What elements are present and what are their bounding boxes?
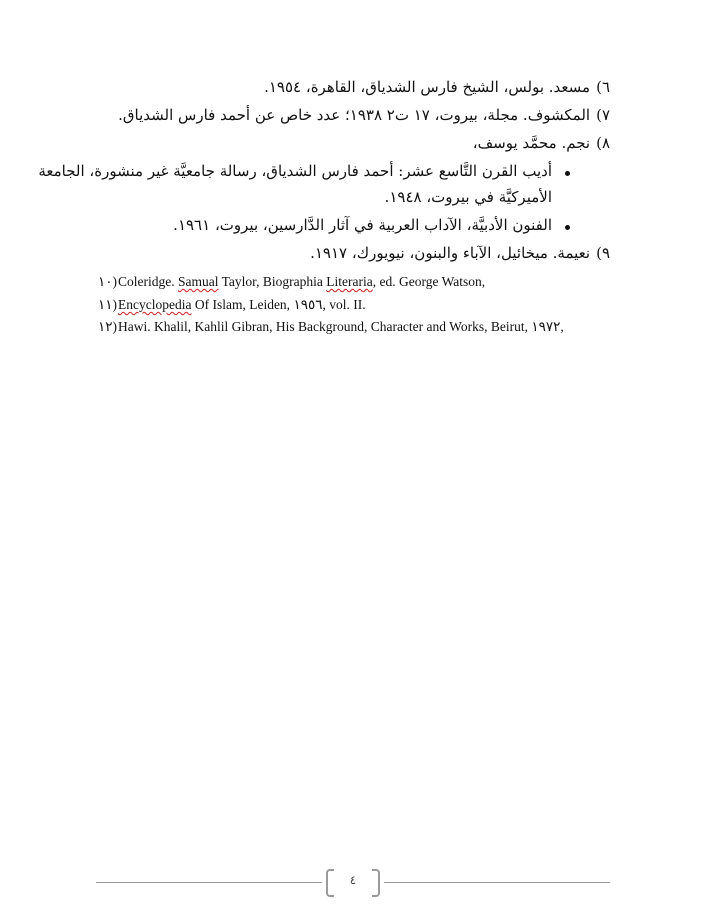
page-number-bracket-left: [326, 869, 334, 897]
sub-item-text-continued: الأميركيَّة في بيروت، ١٩٤٨.: [384, 188, 552, 206]
reference-11: [98, 297, 366, 313]
reference-number: ٨): [596, 134, 610, 152]
reference-number: ١٢): [98, 319, 118, 334]
reference-text: Coleridge. Samual Taylor, Biographia Literaria, ed. George Watson,: [118, 274, 486, 289]
sub-item-text: أديب القرن التَّاسع عشر: أحمد فارس الشدياق، رسالة جامعيَّة غير منشورة، الجامعة: [38, 162, 552, 180]
reference-text: Hawi. Khalil, Kahlil Gibran, His Background, Character and Works, Beirut, ١٩٧٢,: [118, 319, 564, 334]
reference-text: Encyclopedia Of Islam, Leiden, ١٩٥٦, vol. II.: [118, 297, 366, 312]
reference-8: [473, 134, 610, 152]
reference-6: [264, 78, 610, 96]
sub-item-1: [38, 162, 570, 212]
reference-text: نعيمة. ميخائيل، الآباء والبنون، نيويورك، ١٩١٧.: [310, 244, 591, 262]
page-number: ٤: [349, 873, 357, 887]
english-references: [98, 272, 618, 342]
reference-number: ٩): [596, 244, 610, 262]
bullet-icon: [565, 171, 570, 176]
reference-number: ٦): [596, 78, 610, 96]
reference-number: ١١): [98, 297, 118, 312]
footer-rule-right: [384, 882, 610, 883]
reference-text: نجم. محمَّد يوسف،: [472, 134, 591, 152]
reference-9: [310, 244, 610, 262]
page-number-bracket-right: [372, 869, 380, 897]
sub-item-2: [90, 216, 570, 240]
reference-text: المكشوف. مجلة، بيروت، ١٧ ت٢ ١٩٣٨؛ عدد خاص عن أحمد فارس الشدياق.: [118, 106, 591, 124]
sub-item-text: الفنون الأدبيَّة، الآداب العربية في آثار الدَّارسين، بيروت، ١٩٦١.: [173, 216, 552, 234]
footer-rule-left: [96, 882, 322, 883]
bullet-icon: [565, 225, 570, 230]
reference-10: [98, 274, 485, 290]
arabic-references: [38, 74, 610, 264]
reference-text: مسعد. بولس، الشيخ فارس الشدياق، القاهرة، ١٩٥٤.: [264, 78, 591, 96]
reference-number: ٧): [596, 106, 610, 124]
reference-12: [98, 319, 564, 335]
reference-number: ١٠): [98, 274, 118, 289]
reference-7: [118, 106, 610, 124]
